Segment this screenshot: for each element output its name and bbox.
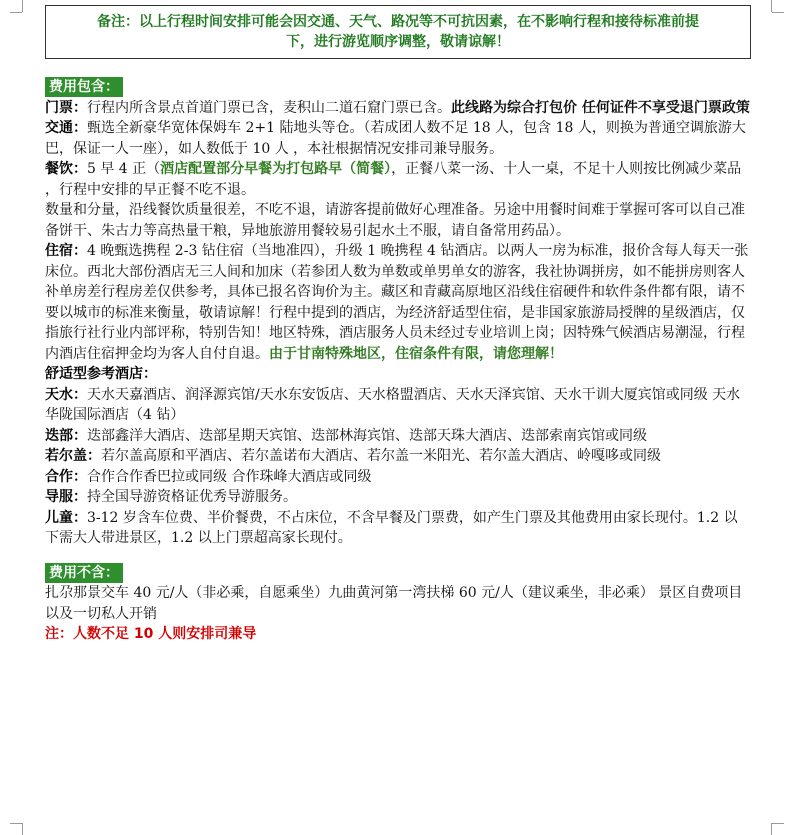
tickets-bold-text: 此线路为综合打包价 任何证件不享受退门票政策 [451,99,750,116]
lodging-text: 4 晚甄选携程 2-3 钻住宿（当地准四），升级 1 晚携程 4 钻酒店。以两人一房为标准，报价含每人每天一张床位。西北大部份酒店无三人间和加床（若参团人数为单数或单男单女的游客，我社协调拼房，如不能拼房则客人补单房差行程房差仅供参考，具体已报名咨询价为主。藏区和青藏高原地区沿线住宿硬件和软件条件都有限，请不要以城市的标准来衡量，敬请谅解！行程中提到的酒店，为经济舒适型住宿，是非国家旅游局授牌的星级酒店，仅指旅行社行业内部评称，特别告知！地区特殊，酒店服务人员未经过专业培训上岗；因特殊气候酒店易潮湿，行程内酒店住宿押金均为客人自付自退。 [45,243,749,362]
hotel-hezuo-text: 合作合作香巴拉或同级 合作珠峰大酒店或同级 [87,468,372,485]
guide-text: 持全国导游资格证优秀导游服务。 [87,489,297,505]
lodging-green-text: 由于甘南特殊地区，住宿条件有限，请您理解！ [269,345,563,362]
guide-paragraph [45,487,751,508]
transport-label: 交通： [45,120,87,136]
meals-text-2: ，正餐八菜一汤、十人一桌，不足十人则按比例减少菜品 ，行程中安排的早正餐不吃不退。 [45,161,742,198]
hotels-heading: 舒适型参考酒店： [45,366,157,382]
crop-mark-top-left [22,0,23,12]
hotel-tianshui-label: 天水： [45,386,87,403]
crop-mark-bottom-left [22,823,23,835]
hotel-tianshui [45,385,751,426]
meals-paragraph [45,159,751,200]
crop-mark-bottom-right-h [772,823,784,824]
meals-green-text: 酒店配置部分早餐为打包路早（简餐） [160,161,392,177]
hotel-diebu-text: 迭部鑫洋大酒店、迭部星期天宾馆、迭部林海宾馆、迭部天珠大酒店、迭部索南宾馆或同级 [87,427,647,444]
excluded-paragraph: 扎尕那景交车 40 元/人（非必乘，自愿乘坐）九曲黄河第一湾扶梯 60 元/人（建议乘坐，非必乘） 景区自费项目以及一切私人开销 [45,585,743,622]
crop-mark-bottom-left-h [10,823,22,824]
hotel-ruoergai [45,446,751,467]
hotel-ruoergai-label: 若尔盖： [45,448,101,464]
tickets-label: 门票： [45,99,87,116]
crop-mark-top-right-h [772,12,784,13]
tickets-text: 行程内所含景点首道门票已含，麦积山二道石窟门票已含。 [87,99,451,116]
meals-text-1: 5 早 4 正（ [87,161,161,177]
hotel-hezuo-label: 合作： [45,468,87,485]
note-line-2: 下，进行游览顺序调整，敬请谅解！ [286,34,510,50]
crop-mark-bottom-right [771,823,772,835]
hotel-diebu [45,426,751,447]
lodging-label: 住宿： [45,243,87,259]
guide-label: 导服： [45,489,87,505]
meals-label: 餐饮： [45,161,87,177]
hotel-tianshui-text: 天水天嘉酒店、润泽源宾馆/天水东安饭店、天水格盟酒店、天水天泽宾馆、天水干训大厦宾馆或同级 天水华陇国际酒店（4 钻） [45,386,741,423]
crop-mark-top-left-h [10,12,22,13]
transport-paragraph [45,118,751,159]
spacer [45,549,751,563]
meals-extra-paragraph: 数量和分量，沿线餐饮质量很差，不吃不退，请游客提前做好心理准备。另途中用餐时间难于掌握可客可以自己准备饼干、朱古力等高热量干粮，异地旅游用餐较易引起水土不服，请自备常用药品）。 [45,202,745,239]
excluded-heading: 费用不含： [45,563,123,583]
tickets-paragraph [45,98,751,119]
child-label: 儿童： [45,509,87,526]
content [45,77,751,645]
transport-text: 甄选全新豪华宽体保姆车 2+1 陆地头等仓。（若成团人数不足 18 人，包含 18 人，则换为普通空调旅游大巴，保证一人一座），如人数低于 10 人 ，本社根据情况安排司兼导服务。 [45,120,746,157]
hotel-hezuo [45,467,751,488]
excluded-note: 注：人数不足 10 人则安排司兼导 [45,626,257,642]
child-text: 3-12 岁含车位费、半价餐费，不占床位，不含早餐及门票费，如产生门票及其他费用由家长现付。1.2 以下需大人带进景区，1.2 以上门票超高家长现付。 [45,509,738,546]
hotel-diebu-label: 迭部： [45,427,87,444]
crop-mark-top-right [771,0,772,12]
lodging-paragraph [45,241,751,364]
hotel-ruoergai-text: 若尔盖高原和平酒店、若尔盖诺布大酒店、若尔盖一米阳光、若尔盖大酒店、岭嘎哆或同级 [101,448,661,464]
note-line-1: 备注：以上行程时间安排可能会因交通、天气、路况等不可抗因素，在不影响行程和接待标准前提 [97,14,699,30]
child-paragraph [45,508,751,549]
note-box [45,5,751,59]
included-heading: 费用包含： [45,77,123,97]
